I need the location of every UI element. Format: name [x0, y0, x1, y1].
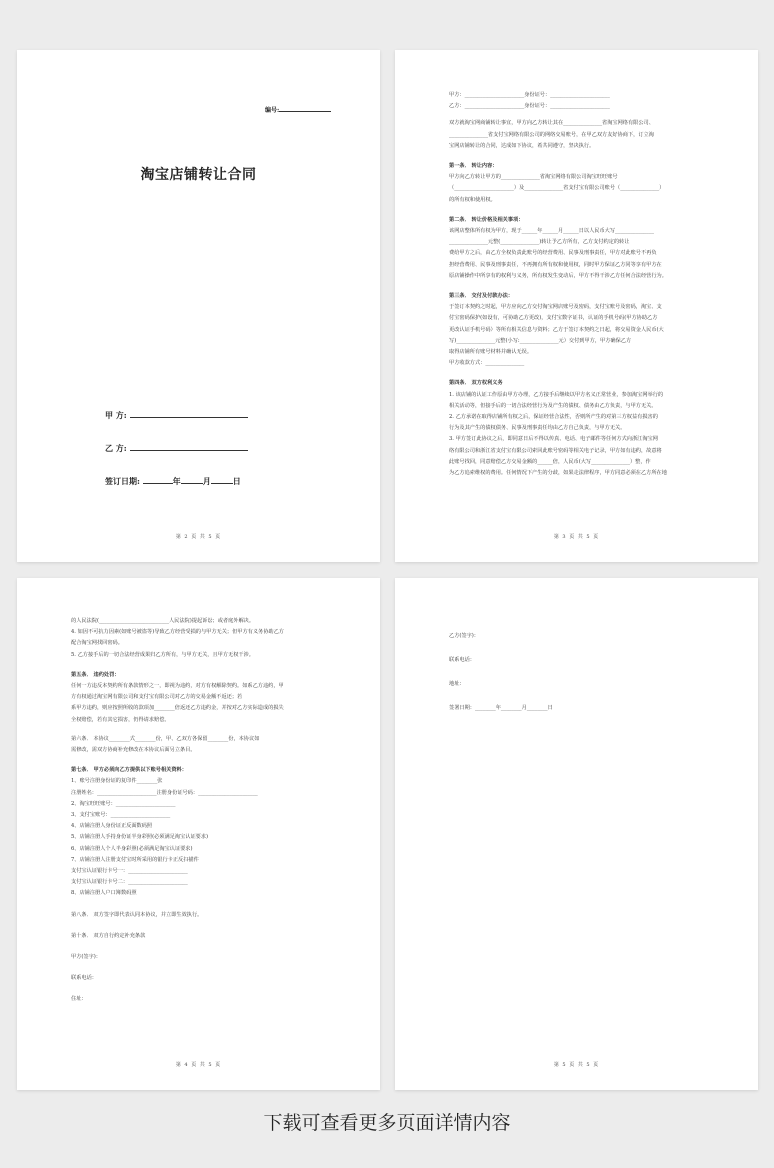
- text-line: 甲方：_______________________身份证号：_______________________: [449, 92, 610, 98]
- section-title: 第一条． 转让内容：: [449, 163, 498, 170]
- section-title: 第三条． 交付及付款办法：: [449, 293, 514, 300]
- text-line: 第八条． 双方签字即代表认同本协议，并立即生效执行。: [71, 911, 203, 918]
- spacer: [71, 726, 341, 734]
- spacer: [449, 666, 719, 678]
- page-2: [17, 50, 380, 562]
- page-3-body: [449, 90, 719, 479]
- text-line: 付宝密码保护(如设有，可协助乙方更改)，支付宝数字证书，认证的手机号码(甲方协助乙方: [449, 315, 658, 322]
- spacer: [449, 690, 719, 702]
- text-line: _______________省支付宝网络有限公司的网络交易账号，在甲乙双方友好协商下，订立淘: [449, 131, 654, 138]
- spacer: [449, 642, 719, 654]
- text-line: 1、账号注册身份证的复印件________张: [71, 778, 163, 785]
- text-line: 原店铺操作中所享有的权利与义务，所有权发生变动后，甲方不得干涉乙方任何合法经营行为。: [449, 272, 667, 279]
- spacer: [71, 984, 341, 994]
- text-line: 为乙方追索维权的费用。任何情况下产生的分歧，如果走法律程序，甲方同意必须在乙方所在地: [449, 470, 667, 477]
- text-line: 4. 如因不可抗力因素(如账号被盗等)导致乙方经营受损的与甲方无关；但甲方有义务协助乙方: [71, 629, 284, 636]
- text-line: 双方就淘宝网商铺转让事宜，甲方向乙方转让其在_______________省淘宝网络有限公司、: [449, 120, 654, 127]
- text-line: 乙方：_______________________身份证号：_______________________: [449, 103, 610, 110]
- text-line: 的人民法院(___________________________人民法院)提起诉讼；或者庭外解决。: [71, 618, 255, 624]
- text-line: 甲方向乙方转让甲方的_______________省淘宝网络有限公司淘宝旺旺账号: [449, 174, 618, 181]
- text-line: 于签订本契约之时起，甲方应向乙方交付淘宝网店账号及密码，支付宝账号及密码，淘宝、支: [449, 304, 662, 311]
- text-line: 相关活动等，但接手后的一切合法经营行为及产生的债权、债务由乙方负责，与甲方无关。: [449, 402, 657, 409]
- text-line: 5. 乙方接手后的一切合法经营成果归乙方所有，与甲方无关，且甲方无权干涉。: [71, 651, 254, 658]
- contract-title: 淘宝店铺转让合同: [140, 167, 257, 183]
- sign-date-field: 签订日期: 年 月 日: [105, 476, 241, 486]
- text-line: 方有权通过淘宝网有限公司和支付宝有限公司对乙方的交易金额不返还；若: [71, 694, 243, 701]
- section-title: 第四条． 双方权利义务: [449, 380, 503, 387]
- text-line: 3. 甲方签订此协议之后，即同意日后不得以传真、电话、电子邮件等任何方式向浙江淘宝网: [449, 436, 658, 443]
- text-line: 2. 乙方承诺在取得店铺所有权之后，保证经营合法性，否则所产生的对第三方权益有损害的: [449, 414, 658, 421]
- text-line: 8、店铺注册人户口簿数码照: [71, 890, 137, 897]
- text-line: 6、店铺注册人个人半身彩照(必须满足淘宝认证要求): [71, 845, 193, 852]
- section-title: 第二条． 转让价格及相关事项：: [449, 216, 524, 223]
- page-number: 第 3 页 共 5 页: [553, 534, 600, 540]
- signature-line: 乙方(签字)：: [449, 633, 479, 639]
- party-a-field: 甲 方:: [105, 408, 248, 421]
- text-line: 4、店铺注册人身份证正反面数码照: [71, 823, 153, 830]
- spacer: [71, 900, 341, 910]
- serial-number: 编号:: [265, 104, 331, 114]
- text-line: 第十条． 双方自行约定补充条款: [71, 932, 146, 939]
- text-line: 第六条． 本协议________式________份，甲、乙双方各保留________份，本协议如: [71, 735, 260, 742]
- text-line: 担经营费用、民事及刑事责任，不再拥有所有权和使用权，同时甲方保证乙方同等享有甲方在: [449, 261, 662, 268]
- download-hint: 下载可查看更多页面详情内容: [263, 1112, 511, 1134]
- page-number: 第 2 页 共 5 页: [175, 534, 222, 540]
- text-line: 7、店铺注册人注册支付宝时所采用的银行卡正反扫描件: [71, 856, 199, 863]
- page-5: [395, 578, 758, 1090]
- text-line: 该网店整体所有权为甲方，现于______年______月______日以人民币大写_______________: [449, 228, 654, 235]
- text-line: 1. 该店铺的认证工作原由甲方办理，乙方接手后继续以甲方名义正常营业，参加淘宝网举行的: [449, 391, 664, 398]
- page-4-body: [71, 616, 341, 1006]
- address-line: 地址：: [449, 681, 465, 687]
- text-line: 写)_______________元整(小写:_______________元）交付到甲方，甲方确保乙方: [449, 337, 632, 344]
- page-5-body: [449, 630, 719, 714]
- text-line: 2、淘宝旺旺账号：_______________________: [71, 800, 176, 807]
- page-number: 第 4 页 共 5 页: [175, 1062, 222, 1068]
- text-line: 更改认证手机号码）等所有相关信息与资料；乙方于签订本契约之日起，将交易资金人民币(大: [449, 326, 664, 333]
- text-line: 支付宝认证银行卡号一：_______________________: [71, 868, 188, 875]
- phone-line: 联系电话：: [71, 975, 97, 982]
- text-line: 系甲方违约，则应按照所收的款项加________倍返还乙方违约金，并按对乙方实际造成的损失: [71, 705, 284, 712]
- section-title: 第五条． 违约处罚：: [71, 671, 120, 678]
- signature-line: 甲方(签字)：: [71, 954, 101, 961]
- section-title: 第七条． 甲方必须向乙方提供以下账号相关资料：: [71, 767, 187, 774]
- text-line: 配合淘宝网找回密码。: [71, 640, 123, 647]
- text-line: _______________元整(_______________)转让予乙方所有，乙方支付约定的转让: [449, 239, 630, 246]
- spacer: [71, 921, 341, 931]
- spacer: [71, 963, 341, 973]
- page-number: 第 5 页 共 5 页: [553, 1062, 600, 1068]
- text-line: 3、支付宝账号：_______________________: [71, 812, 171, 819]
- text-line: 甲方收款方式：_______________: [449, 360, 525, 367]
- text-line: 注册姓名：_______________________注册身份证号码：_______________________: [71, 789, 258, 796]
- page-3: [395, 50, 758, 562]
- text-line: 取得店铺所有账号材料并确认无误。: [449, 349, 533, 356]
- page-4: [17, 578, 380, 1090]
- address-line: 住址：: [71, 996, 87, 1003]
- text-line: 费给甲方之后，由乙方全权负责此账号的经营费用、民事及刑事责任，甲方对此账号不再负: [449, 250, 657, 257]
- date-line: 签署日期：________年________月________日: [449, 705, 553, 711]
- text-line: 络有限公司和浙江省支付宝有限公司索回此账号密码等相关电子记录，甲方如有违约，故意将: [449, 447, 662, 454]
- text-line: 行为及其产生的债权债务、民事及刑事责任均由乙方自己负责，与甲方无关。: [449, 425, 626, 432]
- text-line: 宝网店铺转让的合同，达成如下协议，希共同遵守，坚决执行。: [449, 142, 595, 149]
- party-b-field: 乙 方:: [105, 441, 248, 454]
- spacer: [71, 942, 341, 952]
- text-line: 需修改，需双方协商补充修改在本协议后面另立条目。: [71, 747, 196, 754]
- text-line: 5、店铺注册人手持身份证半身彩照(必须满足淘宝认证要求): [71, 834, 209, 841]
- text-line: 此账号找回，同意赔偿乙方交易金额的______倍，人民币(大写_______________）整，作: [449, 458, 651, 465]
- phone-line: 联系电话：: [449, 657, 475, 663]
- text-line: （_______________________）及_______________省支付宝有限公司账号（_______________）: [449, 185, 665, 192]
- text-line: 全权赔偿，若有其它损害，仍得请求赔偿。: [71, 716, 170, 723]
- text-line: 的所有权和使用权。: [449, 196, 496, 203]
- text-line: 任何一方违反本契约所有条款情形之一，即视为违约，对方有权解除契约。如系乙方违约，甲: [71, 683, 284, 690]
- text-line: 支付宝认证银行卡号二：_______________________: [71, 879, 188, 886]
